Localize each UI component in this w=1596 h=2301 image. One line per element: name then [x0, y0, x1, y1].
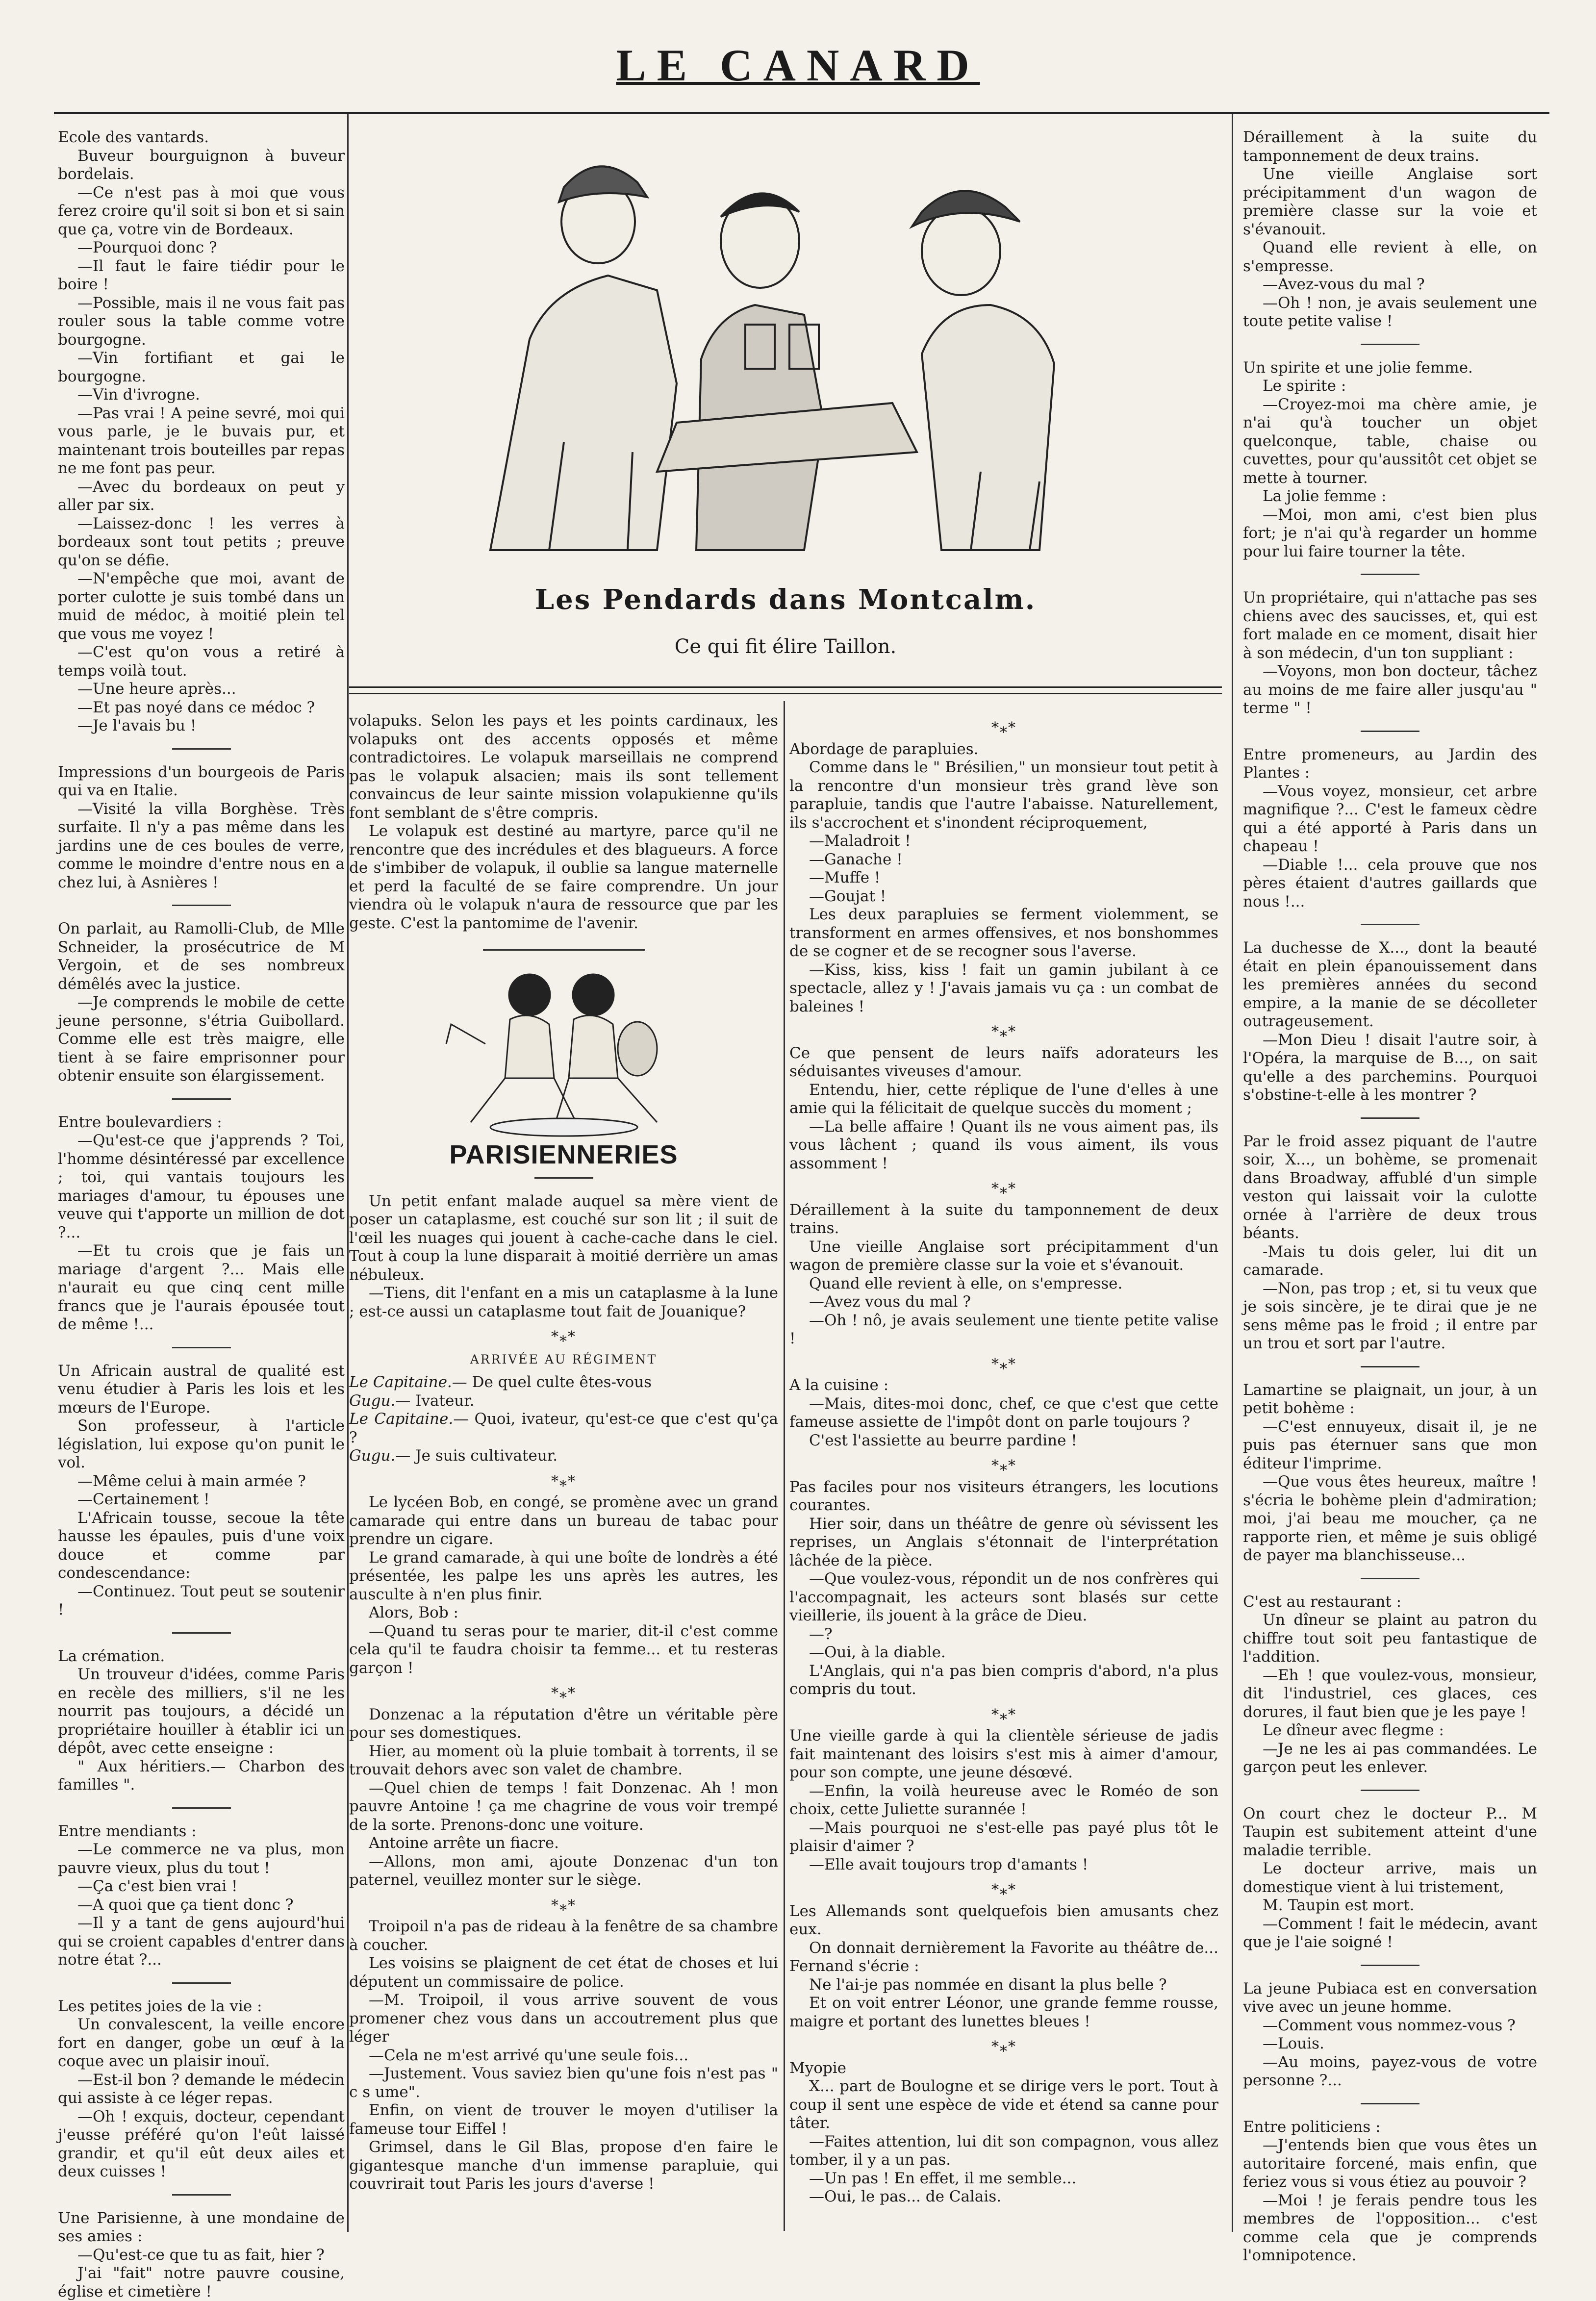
separator-rule — [172, 1347, 231, 1348]
paragraph: Une vieille garde à qui la clientèle sérieuse de jadis fait maintenant des loisirs s'est mis à aimer d'amour, pour son compte, une jeune désœvé. — [789, 1727, 1218, 1782]
column-divider — [347, 114, 349, 2232]
article — [1243, 939, 1537, 1105]
dialog-line — [349, 1392, 778, 1411]
paragraph: —Louis. — [1243, 2035, 1537, 2053]
paragraph: La jolie femme : — [1243, 487, 1537, 506]
asterism: *⁎* — [349, 1328, 778, 1346]
article — [1243, 1805, 1537, 1952]
paragraph: —Il y a tant de gens aujourd'hui qui se croient capables d'entrer dans notre état ?... — [58, 1914, 345, 1970]
paragraph: —Oh ! exquis, docteur, cependant j'eusse préféré qu'on l'eût laissé grandir, et qu'il eût deux ailes et deux cuisses ! — [58, 2108, 345, 2181]
paragraph: —Un pas ! En effet, il me semble... — [789, 2170, 1218, 2188]
dancers-illustration — [431, 965, 696, 1142]
separator-rule — [172, 1807, 231, 1809]
paragraph: On parlait, au Ramolli-Club, de Mlle Schneider, la prosécutrice de M Vergoin, et de ses nombreux démêlés avec la justice. — [58, 920, 345, 993]
paragraph: Le spirite : — [1243, 377, 1537, 396]
paragraph: Les voisins se plaignent de cet état de choses et lui députent un commissaire de police. — [349, 1954, 778, 1991]
regiment-dialog — [349, 1373, 778, 1466]
paragraph: —Avez vous du mal ? — [789, 1293, 1218, 1312]
article — [789, 1201, 1218, 1348]
article — [58, 1998, 345, 2181]
paragraph: —Oui, à la diable. — [789, 1644, 1218, 1662]
masthead — [0, 39, 1596, 91]
paragraph: —Que vous êtes heureux, maître ! s'écria le bohème plein d'admiration; moi, j'ai beau me moucher, ça ne rapporte rien, et même je suis obligé de payer ma blanchisseuse... — [1243, 1473, 1537, 1565]
paragraph: —? — [789, 1625, 1218, 1644]
asterism: *⁎* — [789, 1881, 1218, 1899]
asterism: *⁎* — [349, 1472, 778, 1491]
paragraph: Déraillement à la suite du tamponnement de deux trains. — [1243, 128, 1537, 165]
paragraph: Comme dans le " Brésilien," un monsieur tout petit à la rencontre d'un monsieur très grand lève son parapluie, tandis que l'autre l'abaisse. Naturellement, ils s'accrochent et s'inondent réciproquement, — [789, 759, 1218, 832]
paragraph: La crémation. — [58, 1647, 345, 1666]
paragraph: Ne l'ai-je pas nommée en disant la plus belle ? — [789, 1976, 1218, 1995]
paragraph: —Ce n'est pas à moi que vous ferez croire qu'il soit si bon et si sain que ça, votre vin de Bordeaux. — [58, 184, 345, 239]
article — [1243, 2118, 1537, 2265]
dialog-line — [349, 1373, 778, 1392]
paragraph: —Moi, mon ami, c'est bien plus fort; je n'ai qu'à regarder un homme pour lui faire tourner la tête. — [1243, 506, 1537, 561]
asterism: *⁎* — [789, 1023, 1218, 1041]
column-left — [58, 128, 345, 2237]
asterism: *⁎* — [789, 2038, 1218, 2056]
paragraph: —Certainement ! — [58, 1491, 345, 1509]
paragraph: —Avec du bordeaux on peut y aller par six. — [58, 478, 345, 515]
paragraph: Quand elle revient à elle, on s'empresse. — [789, 1275, 1218, 1293]
paragraph: —Possible, mais il ne vous fait pas rouler sous la table comme votre bourgogne. — [58, 294, 345, 350]
separator-rule — [172, 1982, 231, 1984]
paragraph: Son professeur, à l'article législation, lui expose qu'on punit le vol. — [58, 1417, 345, 1472]
article — [1243, 1980, 1537, 2090]
paragraph: Entre mendiants : — [58, 1822, 345, 1841]
paragraph: Le lycéen Bob, en congé, se promène avec un grand camarade qui entre dans un bureau de tabac pour prendre un cigare. — [349, 1493, 778, 1549]
paragraph: —Eh ! que voulez-vous, monsieur, dit l'industriel, ces glaces, ces dorures, il faut bien que je les paye ! — [1243, 1667, 1537, 1722]
paragraph: La duchesse de X..., dont la beauté était en plein épanouissement dans les premières années du second empire, a la manie de se décolleter outrageusement. — [1243, 939, 1537, 1031]
paragraph: Myopie — [789, 2059, 1218, 2078]
paragraph: Lamartine se plaignait, un jour, à un petit bohème : — [1243, 1381, 1537, 1418]
paragraph: —Je l'avais bu ! — [58, 717, 345, 735]
paragraph: —Même celui à main armée ? — [58, 1472, 345, 1491]
paragraph: —Comment ! fait le médecin, avant que je l'aie soigné ! — [1243, 1915, 1537, 1952]
paragraph: —Oui, le pas... de Calais. — [789, 2188, 1218, 2206]
speech: De quel culte êtes-vous — [472, 1373, 652, 1391]
paragraph: Donzenac a la réputation d'être un véritable père pour ses domestiques. — [349, 1706, 778, 1743]
paragraph: —Vin fortifiant et gai le bourgogne. — [58, 349, 345, 386]
illustration-subtitle: Ce qui fit élire Taillon. — [349, 635, 1222, 658]
article — [789, 1478, 1218, 1699]
separator-rule — [172, 905, 231, 906]
paragraph: —Au moins, payez-vous de votre personne ?... — [1243, 2053, 1537, 2090]
dialog-line — [349, 1410, 778, 1447]
speaker: Gugu.— — [349, 1447, 415, 1465]
paragraph: Un propriétaire, qui n'attache pas ses chiens avec des saucisses, et, qui est fort malade en ce moment, disait hier à son médecin, d'un ton suppliant : — [1243, 589, 1537, 662]
paragraph: Une vieille Anglaise sort précipitamment d'un wagon de première classe sur la voie et s'évanouit. — [789, 1238, 1218, 1275]
paragraph: —Que voulez-vous, répondit un de nos confrères qui l'accompagnait, les acteurs sont blasés sur cette vieillerie, ils jouent à la grâce de Dieu. — [789, 1570, 1218, 1625]
paragraph: —Maladroit ! — [789, 832, 1218, 851]
speech: Ivateur. — [415, 1392, 474, 1410]
paragraph: —Voyons, mon bon docteur, tâchez au moins de me faire aller jusqu'au " terme " ! — [1243, 662, 1537, 718]
paragraph: —M. Troipoil, il vous arrive souvent de vous promener chez vous dans un accoutrement plus que léger — [349, 1991, 778, 2047]
asterism: *⁎* — [789, 1180, 1218, 1198]
paragraph: Un petit enfant malade auquel sa mère vient de poser un cataplasme, est couché sur son lit ; il suit de l'œil les nuages qui jouent à cache-cache dans le ciel. Tout à coup la lune disparait à moitié derrière un amas nébuleux. — [349, 1192, 778, 1285]
paragraph: —Je comprends le mobile de cette jeune personne, s'étria Guibollard. Comme elle est très maigre, elle tient à se faire emprisonner pour obtenir ensuite son élargissement. — [58, 993, 345, 1086]
paragraph: —Non, pas trop ; et, si tu veux que je sois sincère, je te dirai que je ne sens même pas le froid ; il entre par un trou et sort par l'autre. — [1243, 1280, 1537, 1353]
paragraph: Hier, au moment où la pluie tombait à torrents, il se trouvait dehors avec son valet de chambre. — [349, 1743, 778, 1779]
paragraph: —Ça c'est bien vrai ! — [58, 1877, 345, 1896]
paragraph: —Justement. Vous saviez bien qu'une fois n'est pas " c s ume". — [349, 2065, 778, 2101]
paragraph: —Visité la villa Borghèse. Très surfaite. Il n'y a pas même dans les jardins une de ces boules de verre, comme le moindre d'entre nous en a chez lui, à Asnières ! — [58, 800, 345, 892]
article — [789, 1902, 1218, 2031]
pendards-illustration — [402, 128, 1187, 560]
paragraph: A la cuisine : — [789, 1376, 1218, 1395]
paragraph: —Mais, dites-moi donc, chef, ce que c'est que cette fameuse assiette de l'impôt dont on parle toujours ? — [789, 1395, 1218, 1432]
paragraph: Entre politiciens : — [1243, 2118, 1537, 2137]
paragraph: —Cela ne m'est arrivé qu'une seule fois... — [349, 2047, 778, 2065]
separator-rule — [483, 949, 645, 951]
separator-rule — [172, 748, 231, 750]
paragraph: —N'empêche que moi, avant de porter culotte je suis tombé dans un muid de médoc, à moitié plein tel que vous me voyez ! — [58, 570, 345, 643]
paragraph: Une Parisienne, à une mondaine de ses amies : — [58, 2209, 345, 2246]
paragraph: —Kiss, kiss, kiss ! fait un gamin jubilant à ce spectacle, allez y ! J'avais jamais vu ça : un combat de baleines ! — [789, 961, 1218, 1016]
paragraph: L'Anglais, qui n'a pas bien compris d'abord, n'a plus compris du tout. — [789, 1662, 1218, 1699]
paragraph: —Vin d'ivrogne. — [58, 386, 345, 405]
paragraph: —Oh ! non, je avais seulement une toute petite valise ! — [1243, 294, 1537, 331]
article — [58, 128, 345, 735]
paragraph: —Pas vrai ! A peine sevré, moi qui vous parle, je le buvais pur, et maintenant trois bouteilles par repas ne me font pas peur. — [58, 405, 345, 478]
separator-rule — [1361, 731, 1419, 732]
paragraph: —Ganache ! — [789, 851, 1218, 869]
article — [58, 2209, 345, 2301]
regiment-heading: ARRIVÉE AU RÉGIMENT — [349, 1350, 778, 1369]
paragraph: —Mon Dieu ! disait l'autre soir, à l'Opéra, la marquise de B..., on sait qu'elle a des parchemins. Pourquoi s'obstine-t-elle à les montrer ? — [1243, 1031, 1537, 1105]
paragraph: -Mais tu dois geler, lui dit un camarade. — [1243, 1243, 1537, 1280]
asterism: *⁎* — [349, 1684, 778, 1703]
paragraph: Les petites joies de la vie : — [58, 1998, 345, 2016]
article — [789, 1727, 1218, 1874]
article — [1243, 1381, 1537, 1565]
paragraph: —A quoi que ça tient donc ? — [58, 1896, 345, 1915]
paragraph: —Oh ! nô, je avais seulement une tiente petite valise ! — [789, 1312, 1218, 1348]
top-rule — [54, 112, 1549, 114]
paragraph: Un convalescent, la veille encore fort en danger, gobe un œuf à la coque avec un plaisir inouï. — [58, 2016, 345, 2071]
article — [58, 1113, 345, 1334]
paragraph: Une vieille Anglaise sort précipitamment d'un wagon de première classe sur la voie et s'évanouit. — [1243, 165, 1537, 239]
paragraph: —Avez-vous du mal ? — [1243, 276, 1537, 294]
paragraph: Pas faciles pour nos visiteurs étrangers, les locutions courantes. — [789, 1478, 1218, 1515]
newspaper-title: LE CANARD — [616, 40, 980, 90]
article — [58, 763, 345, 892]
paragraph: Abordage de parapluies. — [789, 740, 1218, 759]
paragraph: Déraillement à la suite du tamponnement de deux trains. — [789, 1201, 1218, 1238]
paragraph: —Vous voyez, monsieur, cet arbre magnifique ?... C'est le fameux cèdre qui a été apporté à Paris dans un chapeau ! — [1243, 783, 1537, 856]
column-right — [1243, 128, 1537, 2237]
separator-rule — [172, 2194, 231, 2196]
paragraph: " Aux héritiers.— Charbon des familles ". — [58, 1758, 345, 1795]
paragraph: —Et pas noyé dans ce médoc ? — [58, 699, 345, 717]
article — [58, 1647, 345, 1795]
paragraph: —Il faut le faire tiédir pour le boire ! — [58, 257, 345, 294]
paragraph: J'ai "fait" notre pauvre cousine, église et cimetière ! — [58, 2264, 345, 2301]
paragraph: —Tiens, dit l'enfant en a mis un cataplasme à la lune ; est-ce aussi un cataplasme tout fait de Jouanique? — [349, 1284, 778, 1321]
paragraph: Entendu, hier, cette réplique de l'une d'elles à une amie qui la félicitait de quelque succès du moment ; — [789, 1081, 1218, 1118]
article — [789, 740, 1218, 1016]
paragraph: —Est-il bon ? demande le médecin qui assiste à ce léger repas. — [58, 2071, 345, 2108]
article — [58, 1822, 345, 1970]
paragraph: —Qu'est-ce que j'apprends ? Toi, l'homme désintéressé par excellence ; toi, qui vantais toujours les mariages d'amour, tu épouses une veuve qui t'apporte un million de dot ?... — [58, 1132, 345, 1242]
paragraph: Un dîneur se plaint au patron du chiffre tout soit peu fantastique de l'addition. — [1243, 1611, 1537, 1667]
paragraph: Les Allemands sont quelquefois bien amusants chez eux. — [789, 1902, 1218, 1939]
article — [58, 1362, 345, 1619]
article — [1243, 1133, 1537, 1353]
paragraph: Un Africain austral de qualité est venu étudier à Paris les lois et les mœurs de l'Europe. — [58, 1362, 345, 1417]
paragraph: Hier soir, dans un théâtre de genre où sévissent les reprises, un Anglais s'étonnait de l'interprétation lâchée de la pièce. — [789, 1515, 1218, 1570]
paragraph: —C'est ennuyeux, disait il, je ne puis pas éternuer sans que mon éditeur l'imprime. — [1243, 1418, 1537, 1473]
dialog-line — [349, 1447, 778, 1466]
separator-rule — [1361, 2103, 1419, 2104]
paragraph: On donnait dernièrement la Favorite au théâtre de... Fernand s'écrie : — [789, 1939, 1218, 1976]
paragraph: —Enfin, la voilà heureuse avec le Roméo de son choix, cette Juliette surannée ! — [789, 1782, 1218, 1819]
article — [1243, 359, 1537, 561]
paragraph: —Quand tu seras pour te marier, dit-il c'est comme cela qu'il te faudra choisir ta femme... et tu resteras garçon ! — [349, 1622, 778, 1678]
paragraph: Le docteur arrive, mais un domestique vient à lui tristement, — [1243, 1860, 1537, 1896]
paragraph: Antoine arrête un fiacre. — [349, 1834, 778, 1853]
illustration-title: Les Pendards dans Montcalm. — [349, 583, 1222, 616]
speaker: Gugu.— — [349, 1392, 415, 1410]
paragraph: —Je ne les ai pas commandées. Le garçon peut les enlever. — [1243, 1740, 1537, 1777]
paragraph: X... part de Boulogne et se dirige vers le port. Tout à coup il sent une espèce de vide et étend sa canne pour tâter. — [789, 2077, 1218, 2133]
paragraph: On court chez le docteur P... M Taupin est subitement atteint d'une maladie terrible. — [1243, 1805, 1537, 1860]
paragraph: —Faites attention, lui dit son compagnon, vous allez tomber, il y a un pas. — [789, 2133, 1218, 2170]
paragraph: —Le commerce ne va plus, mon pauvre vieux, plus du tout ! — [58, 1841, 345, 1877]
paragraph: —Qu'est-ce que tu as fait, hier ? — [58, 2246, 345, 2265]
paragraph: Grimsel, dans le Gil Blas, propose d'en faire le gigantesque manche d'un immense parapluie, qui couvrirait tout Paris les jours d'averse ! — [349, 2138, 778, 2194]
article — [789, 1376, 1218, 1450]
paragraph: —Moi ! je ferais pendre tous les membres de l'opposition... c'est comme cela que je comprends l'omnipotence. — [1243, 2192, 1537, 2265]
paragraph: Et on voit entrer Léonor, une grande femme rousse, maigre et portant des lunettes bleues ! — [789, 1994, 1218, 2031]
paragraph: Un spirite et une jolie femme. — [1243, 359, 1537, 378]
paragraph: La jeune Pubiaca est en conversation vive avec un jeune homme. — [1243, 1980, 1537, 2017]
separator-rule — [172, 1098, 231, 1100]
paragraph: C'est au restaurant : — [1243, 1593, 1537, 1612]
paragraph: —Muffe ! — [789, 869, 1218, 887]
paragraph: —Allons, mon ami, ajoute Donzenac d'un ton paternel, veuillez monter sur le siège. — [349, 1853, 778, 1890]
paragraph: Ecole des vantards. — [58, 128, 345, 147]
asterism: *⁎* — [789, 1355, 1218, 1374]
paragraph: Alors, Bob : — [349, 1604, 778, 1622]
paragraph: Buveur bourguignon à buveur bordelais. — [58, 147, 345, 184]
paragraph: Le grand camarade, à qui une boîte de londrès a été présentée, les palpe les uns après les autres, les ausculte à n'en plus finir. — [349, 1549, 778, 1604]
paragraph: —Croyez-moi ma chère amie, je n'ai qu'à toucher un objet quelconque, table, chaise ou cuvettes, pour qu'aussitôt cet objet se mette à tourner. — [1243, 396, 1537, 488]
asterism: *⁎* — [789, 719, 1218, 737]
paragraph: volapuks. Selon les pays et les points cardinaux, les volapuks ont des accents opposés et même contradictoires. Le volapuk marseillais ne comprend pas le volapuk alsacien; mais ils sont tellement convaincus de leur sainte mission volapukienne qu'ils font semblant de s'être compris. — [349, 712, 778, 822]
column-center-left — [349, 712, 778, 2227]
article — [1243, 128, 1537, 331]
article — [1243, 1593, 1537, 1777]
article — [1243, 746, 1537, 911]
paragraph: Entre promeneurs, au Jardin des Plantes : — [1243, 746, 1537, 783]
asterism: *⁎* — [789, 1706, 1218, 1724]
paragraph: Le volapuk est destiné au martyre, parce qu'il ne rencontre que des incrédules et des blagueurs. A force de s'imbiber de volapuk, il oublie sa langue maternelle et perd la faculté de se faire comprendre. Un jour viendra où le volapuk n'aura de ressource que par les geste. C'est la pantomime de l'avenir. — [349, 822, 778, 933]
paragraph: —Quel chien de temps ! fait Donzenac. Ah ! mon pauvre Antoine ! ça me chagrine de vous voir trempé de la sorte. Prenons-donc une voiture. — [349, 1779, 778, 1835]
speech: Quoi, ivateur, qu'est-ce que c'est qu'ça ? — [349, 1410, 778, 1446]
paragraph: —Laissez-donc ! les verres à bordeaux sont tout petits ; preuve qu'on se défie. — [58, 515, 345, 570]
paragraph: —Diable !... cela prouve que nos pères étaient d'autres gaillards que nous !... — [1243, 856, 1537, 911]
paragraph: —C'est qu'on vous a retiré à temps voilà tout. — [58, 643, 345, 680]
separator-rule — [172, 1632, 231, 1634]
parisienneries-title: PARISIENNERIES — [349, 1146, 778, 1164]
paragraph: —Mais pourquoi ne s'est-elle pas payé plus tôt le plaisir d'aimer ? — [789, 1819, 1218, 1856]
paragraph: Troipoil n'a pas de rideau à la fenêtre de sa chambre à coucher. — [349, 1918, 778, 1954]
paragraph: Le dîneur avec flegme : — [1243, 1721, 1537, 1740]
separator-rule — [1361, 1117, 1419, 1119]
speaker: Le Capitaine.— — [349, 1373, 472, 1391]
separator-rule — [534, 1177, 593, 1179]
section-double-rule — [349, 686, 1222, 694]
paragraph: Ce que pensent de leurs naïfs adorateurs les séduisantes viveuses d'amour. — [789, 1044, 1218, 1081]
paragraph: Impressions d'un bourgeois de Paris qui va en Italie. — [58, 763, 345, 800]
separator-rule — [1361, 344, 1419, 345]
paragraph: Entre boulevardiers : — [58, 1113, 345, 1132]
asterism: *⁎* — [789, 1457, 1218, 1475]
article — [789, 2059, 1218, 2206]
paragraph: —Elle avait toujours trop d'amants ! — [789, 1856, 1218, 1874]
paragraph: —Pourquoi donc ? — [58, 239, 345, 257]
paragraph: Un trouveur d'idées, comme Paris en recèle des milliers, s'il ne les nourrit pas toujours, a décidé un propriétaire houiller à établir ici un dépôt, avec cette enseigne : — [58, 1666, 345, 1758]
article — [1243, 589, 1537, 718]
column-divider — [784, 701, 785, 2231]
separator-rule — [1361, 924, 1419, 925]
separator-rule — [1361, 1578, 1419, 1579]
paragraph: C'est l'assiette au beurre pardine ! — [789, 1432, 1218, 1450]
paragraph: —J'entends bien que vous êtes un autoritaire forcené, mais enfin, que feriez vous si vous étiez au pouvoir ? — [1243, 2136, 1537, 2192]
article — [789, 1044, 1218, 1173]
paragraph: M. Taupin est mort. — [1243, 1896, 1537, 1915]
paragraph: —La belle affaire ! Quant ils ne vous aiment pas, ils vous lâchent ; quand ils vous aiment, ils vous assomment ! — [789, 1118, 1218, 1173]
separator-rule — [1361, 574, 1419, 575]
paragraph: —Comment vous nommez-vous ? — [1243, 2017, 1537, 2035]
separator-rule — [1361, 1366, 1419, 1367]
paragraph: —Continuez. Tout peut se soutenir ! — [58, 1583, 345, 1619]
paragraph: —Goujat ! — [789, 887, 1218, 906]
article — [58, 920, 345, 1086]
paragraph: Par le froid assez piquant de l'autre soir, X..., un bohème, se promenait dans Broadway, affublé d'un simple veston qui laissait voir la culotte ornée à l'arrière de deux trous béants. — [1243, 1133, 1537, 1243]
paragraph: —Une heure après... — [58, 680, 345, 699]
paragraph: Les deux parapluies se ferment violemment, se transforment en armes offensives, et nos bonshommes de se cogner et de se recogner sous l'averse. — [789, 906, 1218, 961]
paragraph: Quand elle revient à elle, on s'empresse. — [1243, 239, 1537, 276]
column-divider — [1232, 114, 1233, 2232]
paragraph: —Et tu crois que je fais un mariage d'argent ?... Mais elle n'aurait eu que cinq cent mille francs que je l'aurais épousée tout de même !... — [58, 1242, 345, 1334]
column-center-right — [789, 712, 1218, 2227]
separator-rule — [1361, 1790, 1419, 1791]
asterism: *⁎* — [349, 1896, 778, 1915]
speech: Je suis cultivateur. — [415, 1447, 557, 1465]
paragraph: Enfin, on vient de trouver le moyen d'utiliser la fameuse tour Eiffel ! — [349, 2101, 778, 2138]
speaker: Le Capitaine.— — [349, 1410, 475, 1428]
separator-rule — [1361, 1965, 1419, 1966]
paragraph: L'Africain tousse, secoue la tête hausse les épaules, puis d'une voix douce et comme par condescendance: — [58, 1509, 345, 1583]
